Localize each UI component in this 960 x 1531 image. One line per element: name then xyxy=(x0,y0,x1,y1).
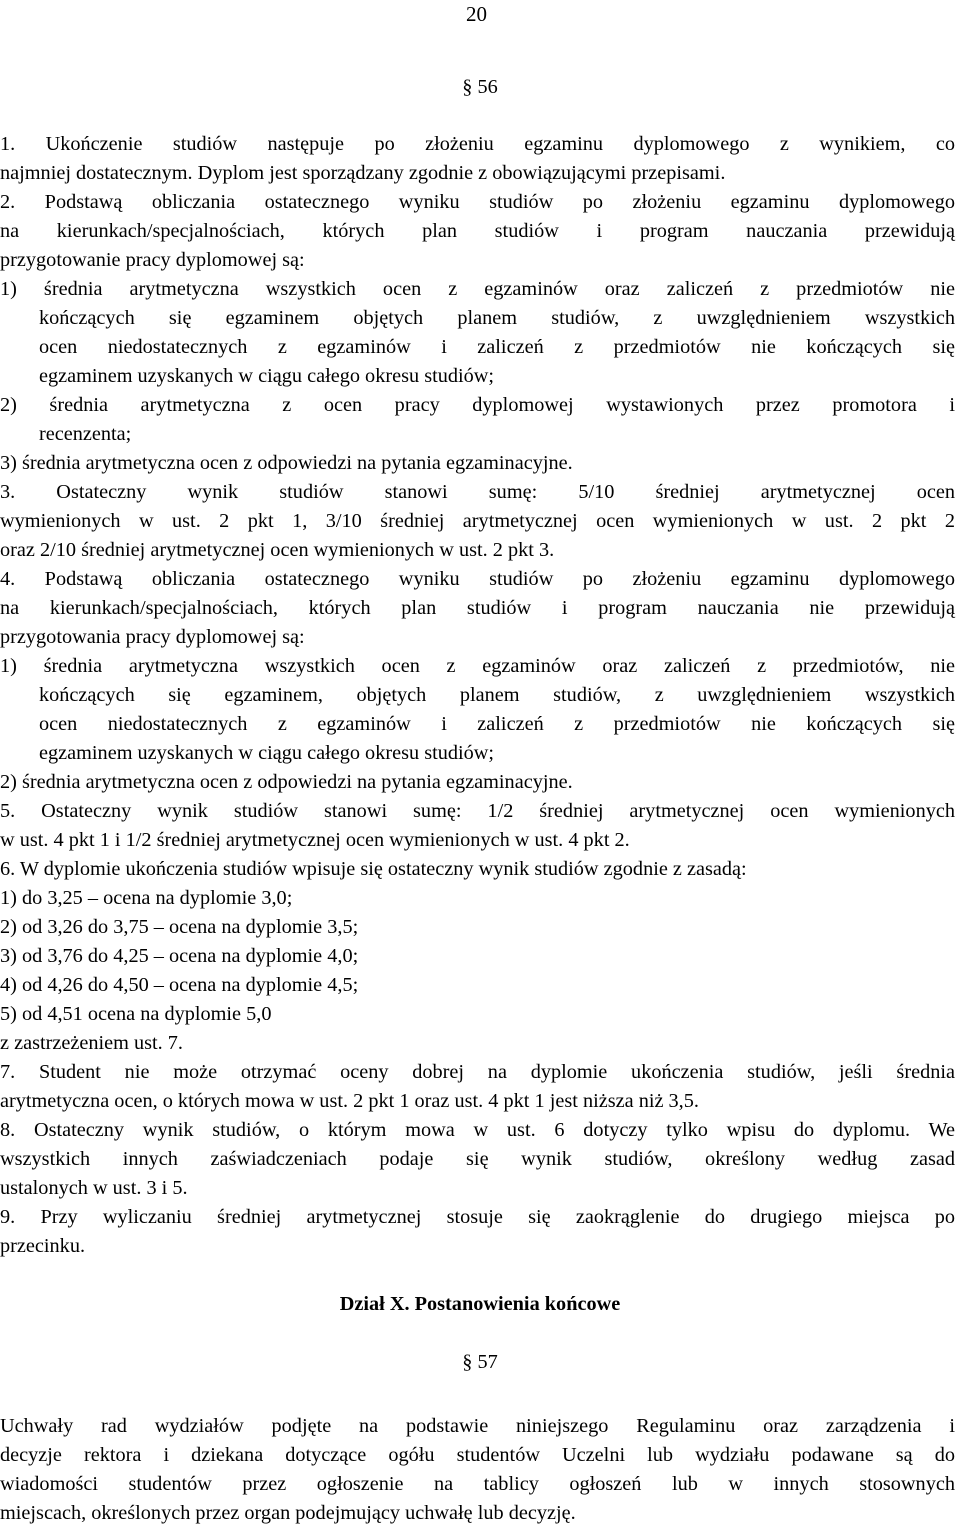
paragraph-line: przygotowania pracy dyplomowej są: xyxy=(0,626,305,648)
list-item-line: 2) średnia arytmetyczna ocen z odpowiedzi na pytania egzaminacyjne. xyxy=(0,771,573,793)
list-item-line: 2) średnia arytmetyczna z ocen pracy dyplomowej wystawionych przez promotora i xyxy=(0,394,955,416)
paragraph-line: 2. Podstawą obliczania ostatecznego wyniku studiów po złożeniu egzaminu dyplomowego xyxy=(0,191,955,213)
paragraph-line: 3. Ostateczny wynik studiów stanowi sumę: 5/10 średniej arytmetycznej ocen xyxy=(0,481,955,503)
paragraph-line: decyzje rektora i dziekana dotyczące ogółu studentów Uczelni lub wydziału podawane są do xyxy=(0,1444,955,1466)
paragraph-line: 6. W dyplomie ukończenia studiów wpisuje się ostateczny wynik studiów zgodnie z zasadą: xyxy=(0,858,747,880)
paragraph-line: 4. Podstawą obliczania ostatecznego wyniku studiów po złożeniu egzaminu dyplomowego xyxy=(0,568,955,590)
list-item-line: 1) do 3,25 – ocena na dyplomie 3,0; xyxy=(0,887,293,909)
list-item-line: ocen niedostatecznych z egzaminów i zaliczeń z przedmiotów nie kończących się xyxy=(39,713,955,735)
paragraph-line: 1. Ukończenie studiów następuje po złożeniu egzaminu dyplomowego z wynikiem, co xyxy=(0,133,955,155)
list-item-line: 1) średnia arytmetyczna wszystkich ocen z egzaminów oraz zaliczeń z przedmiotów nie xyxy=(0,278,955,300)
chapter-title: Dział X. Postanowienia końcowe xyxy=(339,1293,621,1315)
paragraph-line: 5. Ostateczny wynik studiów stanowi sumę: 1/2 średniej arytmetycznej ocen wymienionych xyxy=(0,800,955,822)
paragraph-line: w ust. 4 pkt 1 i 1/2 średniej arytmetycznej ocen wymienionych w ust. 4 pkt 2. xyxy=(0,829,630,851)
list-item-line: egzaminem uzyskanych w ciągu całego okresu studiów; xyxy=(39,742,495,764)
paragraph-line: na kierunkach/specjalnościach, których plan studiów i program nauczania nie przewidują xyxy=(0,597,955,619)
section-heading-57: § 57 xyxy=(462,1351,498,1373)
list-item-line: 3) od 3,76 do 4,25 – ocena na dyplomie 4,0; xyxy=(0,945,359,967)
paragraph-line: ustalonych w ust. 3 i 5. xyxy=(0,1177,188,1199)
paragraph-line: oraz 2/10 średniej arytmetycznej ocen wymienionych w ust. 2 pkt 3. xyxy=(0,539,555,561)
paragraph-line: przecinku. xyxy=(0,1235,86,1257)
page-number: 20 xyxy=(466,2,487,26)
paragraph-line: przygotowanie pracy dyplomowej są: xyxy=(0,249,305,271)
paragraph-line: 9. Przy wyliczaniu średniej arytmetycznej stosuje się zaokrąglenie do drugiego miejsca po xyxy=(0,1206,955,1228)
list-item-line: 1) średnia arytmetyczna wszystkich ocen z egzaminów oraz zaliczeń z przedmiotów, nie xyxy=(0,655,955,677)
paragraph-line: miejscach, określonych przez organ podejmujący uchwałę lub decyzję. xyxy=(0,1502,576,1524)
paragraph-line: Uchwały rad wydziałów podjęte na podstawie niniejszego Regulaminu oraz zarządzenia i xyxy=(0,1415,955,1437)
paragraph-line: wszystkich innych zaświadczeniach podaje się wynik studiów, określony według zasad xyxy=(0,1148,955,1170)
paragraph-line: 8. Ostateczny wynik studiów, o którym mowa w ust. 6 dotyczy tylko wpisu do dyplomu. We xyxy=(0,1119,955,1141)
paragraph-line: arytmetyczna ocen, o których mowa w ust. 2 pkt 1 oraz ust. 4 pkt 1 jest niższa niż 3,5. xyxy=(0,1090,699,1112)
list-item-line: 4) od 4,26 do 4,50 – ocena na dyplomie 4,5; xyxy=(0,974,359,996)
list-item-line: 5) od 4,51 ocena na dyplomie 5,0 xyxy=(0,1003,272,1025)
paragraph-line: z zastrzeżeniem ust. 7. xyxy=(0,1032,184,1054)
list-item-line: kończących się egzaminem objętych planem studiów, z uwzględnieniem wszystkich xyxy=(39,307,955,329)
section-heading-56: § 56 xyxy=(462,76,498,98)
list-item-line: kończących się egzaminem, objętych planem studiów, z uwzględnieniem wszystkich xyxy=(39,684,955,706)
list-item-line: ocen niedostatecznych z egzaminów i zaliczeń z przedmiotów nie kończących się xyxy=(39,336,955,358)
paragraph-line: wiadomości studentów przez ogłoszenie na tablicy ogłoszeń lub w innych stosownych xyxy=(0,1473,955,1495)
paragraph-line: 7. Student nie może otrzymać oceny dobrej na dyplomie ukończenia studiów, jeśli średnia xyxy=(0,1061,955,1083)
paragraph-line: wymienionych w ust. 2 pkt 1, 3/10 średniej arytmetycznej ocen wymienionych w ust. 2 pkt 2 xyxy=(0,510,955,532)
list-item-line: egzaminem uzyskanych w ciągu całego okresu studiów; xyxy=(39,365,495,387)
list-item-line: 2) od 3,26 do 3,75 – ocena na dyplomie 3,5; xyxy=(0,916,359,938)
paragraph-line: najmniej dostatecznym. Dyplom jest sporządzany zgodnie z obowiązującymi przepisami. xyxy=(0,162,726,184)
paragraph-line: na kierunkach/specjalnościach, których plan studiów i program nauczania przewidują xyxy=(0,220,955,242)
list-item-line: 3) średnia arytmetyczna ocen z odpowiedzi na pytania egzaminacyjne. xyxy=(0,452,573,474)
list-item-line: recenzenta; xyxy=(39,423,132,445)
